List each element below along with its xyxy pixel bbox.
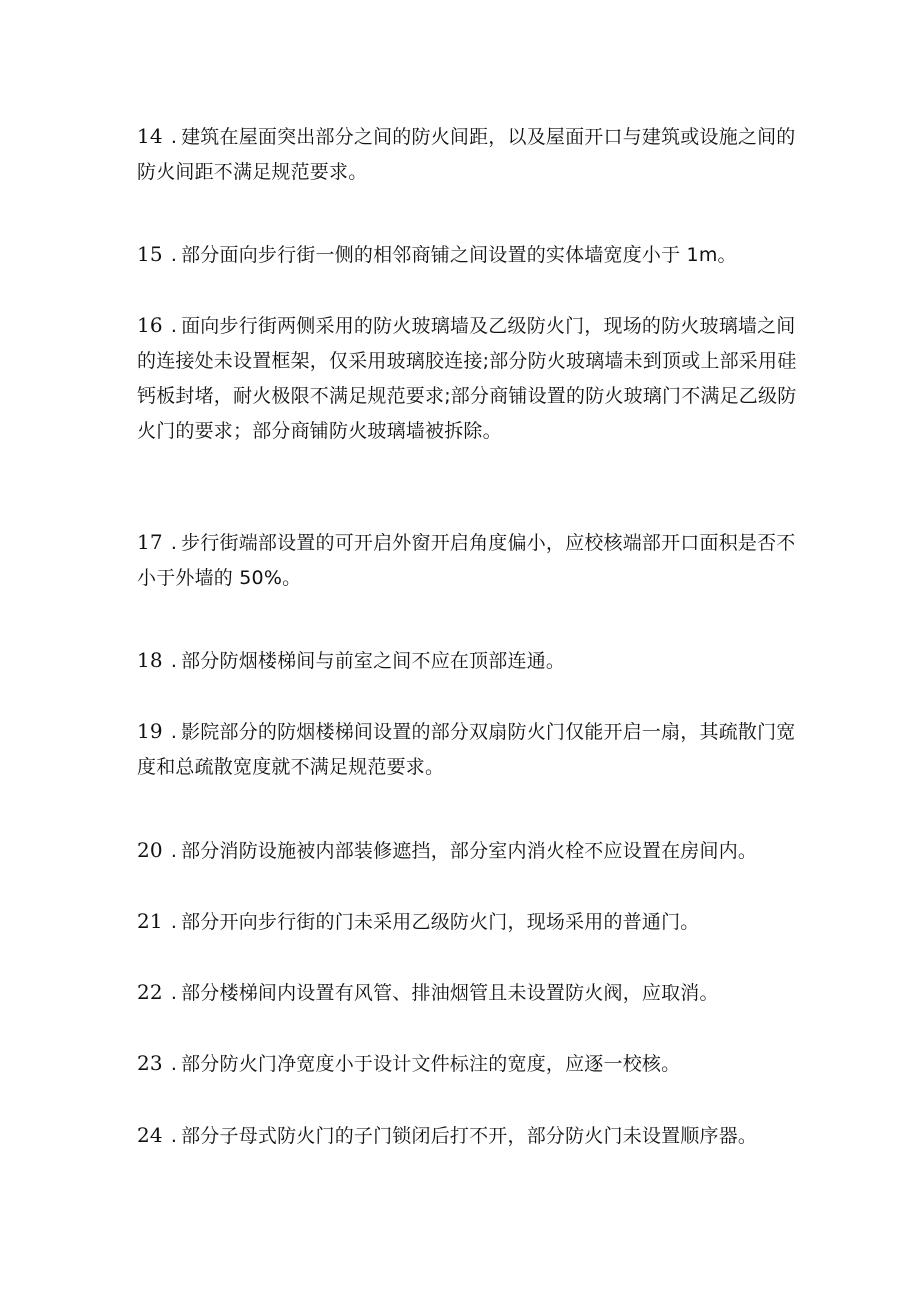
item-separator: . bbox=[170, 126, 178, 148]
item-text: 部分开向步行街的门未采用乙级防火门，现场采用的普通门。 bbox=[181, 911, 700, 933]
item-separator: . bbox=[170, 840, 178, 862]
item-number: 19 bbox=[137, 719, 163, 743]
item-separator: . bbox=[170, 911, 178, 933]
item-separator: . bbox=[170, 244, 178, 266]
item-text: 部分消防设施被内部装修遮挡，部分室内消火栓不应设置在房间内。 bbox=[181, 840, 758, 862]
item-separator: . bbox=[170, 721, 178, 743]
list-item bbox=[137, 643, 797, 679]
item-number: 23 bbox=[137, 1051, 163, 1075]
item-separator: . bbox=[170, 532, 178, 554]
item-separator: . bbox=[170, 1053, 178, 1075]
list-item bbox=[137, 1118, 797, 1154]
list-item bbox=[137, 237, 797, 273]
item-separator: . bbox=[170, 650, 178, 672]
item-number: 16 bbox=[137, 313, 163, 337]
item-text: 部分子母式防火门的子门锁闭后打不开，部分防火门未设置顺序器。 bbox=[181, 1125, 758, 1147]
item-number: 21 bbox=[137, 909, 163, 933]
item-number: 18 bbox=[137, 648, 163, 672]
item-number: 24 bbox=[137, 1123, 163, 1147]
list-item bbox=[137, 975, 797, 1011]
item-text: 部分面向步行街一侧的相邻商铺之间设置的实体墙宽度小于 1m。 bbox=[181, 244, 737, 266]
item-text: 面向步行街两侧采用的防火玻璃墙及乙级防火门，现场的防火玻璃墙之间的连接处未设置框架，仅采用玻璃胶连接;部分防火玻璃墙未到顶或上部采用硅钙板封堵，耐火极限不满足规范要求;部分商铺设置的防火玻璃门不满足乙级防火门的要求；部分商铺防火玻璃墙被拆除。 bbox=[137, 315, 797, 442]
item-text: 部分楼梯间内设置有风管、排油烟管且未设置防火阀，应取消。 bbox=[181, 982, 719, 1004]
item-number: 17 bbox=[137, 530, 163, 554]
item-text: 步行街端部设置的可开启外窗开启角度偏小，应校核端部开口面积是否不小于外墙的 50%。 bbox=[137, 532, 796, 589]
list-item bbox=[137, 119, 797, 190]
item-text: 影院部分的防烟楼梯间设置的部分双扇防火门仅能开启一扇，其疏散门宽度和总疏散宽度就不满足规范要求。 bbox=[137, 721, 796, 778]
list-item bbox=[137, 904, 797, 940]
item-separator: . bbox=[170, 982, 178, 1004]
list-item bbox=[137, 714, 797, 785]
item-text: 部分防烟楼梯间与前室之间不应在顶部连通。 bbox=[181, 650, 566, 672]
item-number: 20 bbox=[137, 838, 163, 862]
item-number: 15 bbox=[137, 242, 163, 266]
item-text: 建筑在屋面突出部分之间的防火间距，以及屋面开口与建筑或设施之间的防火间距不满足规范要求。 bbox=[137, 126, 796, 183]
item-separator: . bbox=[170, 1125, 178, 1147]
list-item bbox=[137, 525, 797, 596]
list-item bbox=[137, 308, 797, 449]
list-item bbox=[137, 833, 797, 869]
list-item bbox=[137, 1046, 797, 1082]
item-number: 14 bbox=[137, 124, 163, 148]
item-separator: . bbox=[170, 315, 178, 337]
item-number: 22 bbox=[137, 980, 163, 1004]
item-text: 部分防火门净宽度小于设计文件标注的宽度，应逐一校核。 bbox=[181, 1053, 681, 1075]
